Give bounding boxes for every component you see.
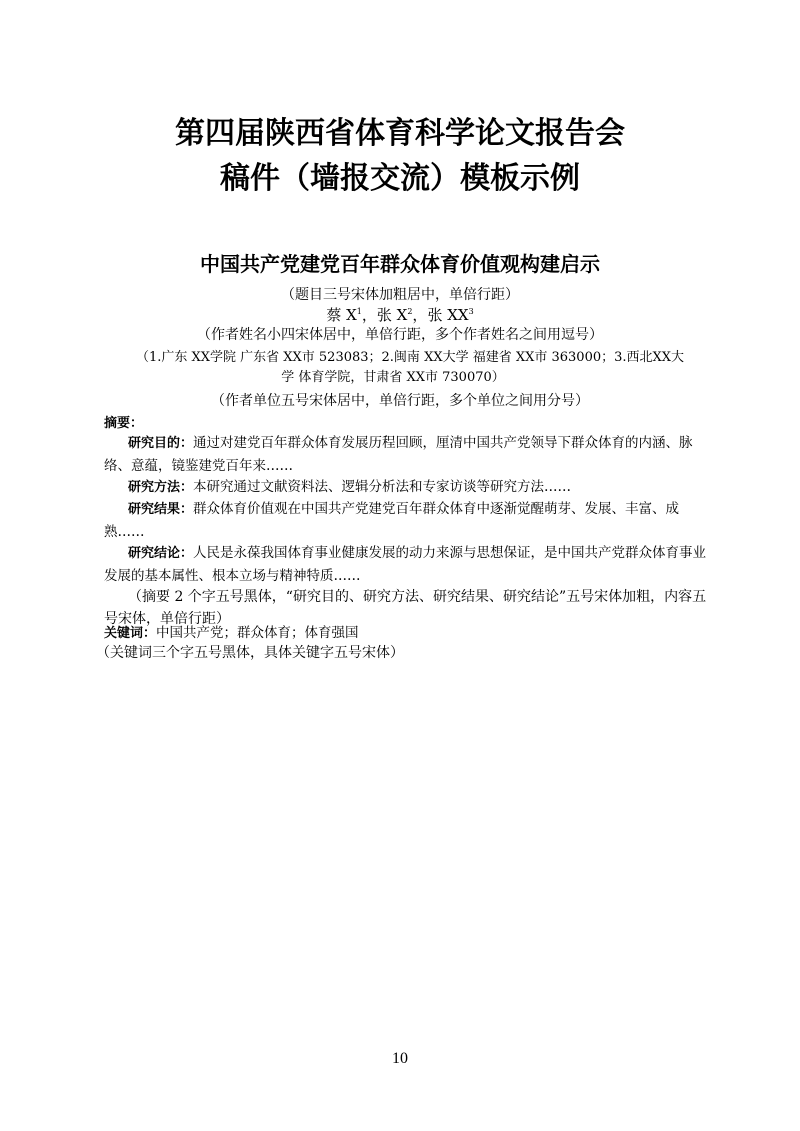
paper-title: 中国共产党建党百年群众体育价值观构建启示 xyxy=(200,252,600,276)
author-separator: ， xyxy=(412,306,428,324)
abstract-methods xyxy=(104,476,708,499)
author-format-note: （作者姓名小四宋体居中，单倍行距，多个作者姓名之间用逗号） xyxy=(197,327,603,343)
methods-text: 本研究通过文献资料法、逻辑分析法和专家访谈等研究方法…… xyxy=(193,479,572,495)
purpose-text: 通过对建党百年群众体育发展历程回顾，厘清中国共产党领导下群众体育的内涵、脉络、意蕴，镜鉴建党百年来…… xyxy=(104,435,693,474)
author-name: 张 X xyxy=(376,306,408,324)
results-text: 群众体育价值观在中国共产党建党百年群众体育中逐渐觉醒萌芽、发展、丰富、成熟…… xyxy=(104,501,680,540)
conclusion-text: 人民是永葆我国体育事业健康发展的动力来源与思想保证，是中国共产党群众体育事业发展的基本属性、根本立场与精神特质…… xyxy=(104,545,707,584)
author-superscript: 2 xyxy=(407,307,413,316)
author-list xyxy=(0,305,800,325)
title-format-note: （题目三号宋体加粗居中，单倍行距） xyxy=(281,287,519,303)
keywords-text: 中国共产党；群众体育；体育强国 xyxy=(156,625,359,641)
author-name: 张 XX xyxy=(427,306,469,324)
keywords-label: 关键词： xyxy=(104,626,157,641)
conference-title-line-2: 稿件（墙报交流）模板示例 xyxy=(220,161,580,196)
affiliation-format-note: （作者单位五号宋体居中，单倍行距，多个单位之间用分号） xyxy=(211,393,589,409)
abstract-format-note: （摘要 2 个字五号黑体，“研究目的、研究方法、研究结果、研究结论”五号宋体加粗，内容五号宋体，单倍行距） xyxy=(104,589,707,627)
methods-label: 研究方法： xyxy=(128,480,194,495)
results-label: 研究结果： xyxy=(128,502,194,517)
conference-title-line-1: 第四届陕西省体育科学论文报告会 xyxy=(175,116,625,151)
abstract-conclusion xyxy=(104,542,708,587)
affiliation-line-1: （1.广东 XX学院 广东省 XX市 523083；2.闽南 XX大学 福建省 XX市 363000；3.西北XX大 xyxy=(135,350,685,365)
author-superscript: 1 xyxy=(356,307,362,316)
page-number: 10 xyxy=(392,1050,408,1067)
keywords-format-note: （关键词三个字五号黑体，具体关键字五号宋体） xyxy=(96,645,404,661)
author-separator: ， xyxy=(361,306,377,324)
abstract-label: 摘要： xyxy=(104,416,144,431)
conclusion-label: 研究结论： xyxy=(128,546,194,561)
abstract-purpose xyxy=(104,432,708,477)
purpose-label: 研究目的： xyxy=(128,436,194,451)
author-name: 蔡 X xyxy=(326,306,357,324)
author-superscript: 3 xyxy=(468,307,474,316)
affiliation-line-2: 学 体育学院，甘肃省 XX市 730070） xyxy=(281,370,505,385)
abstract-results xyxy=(104,498,708,543)
